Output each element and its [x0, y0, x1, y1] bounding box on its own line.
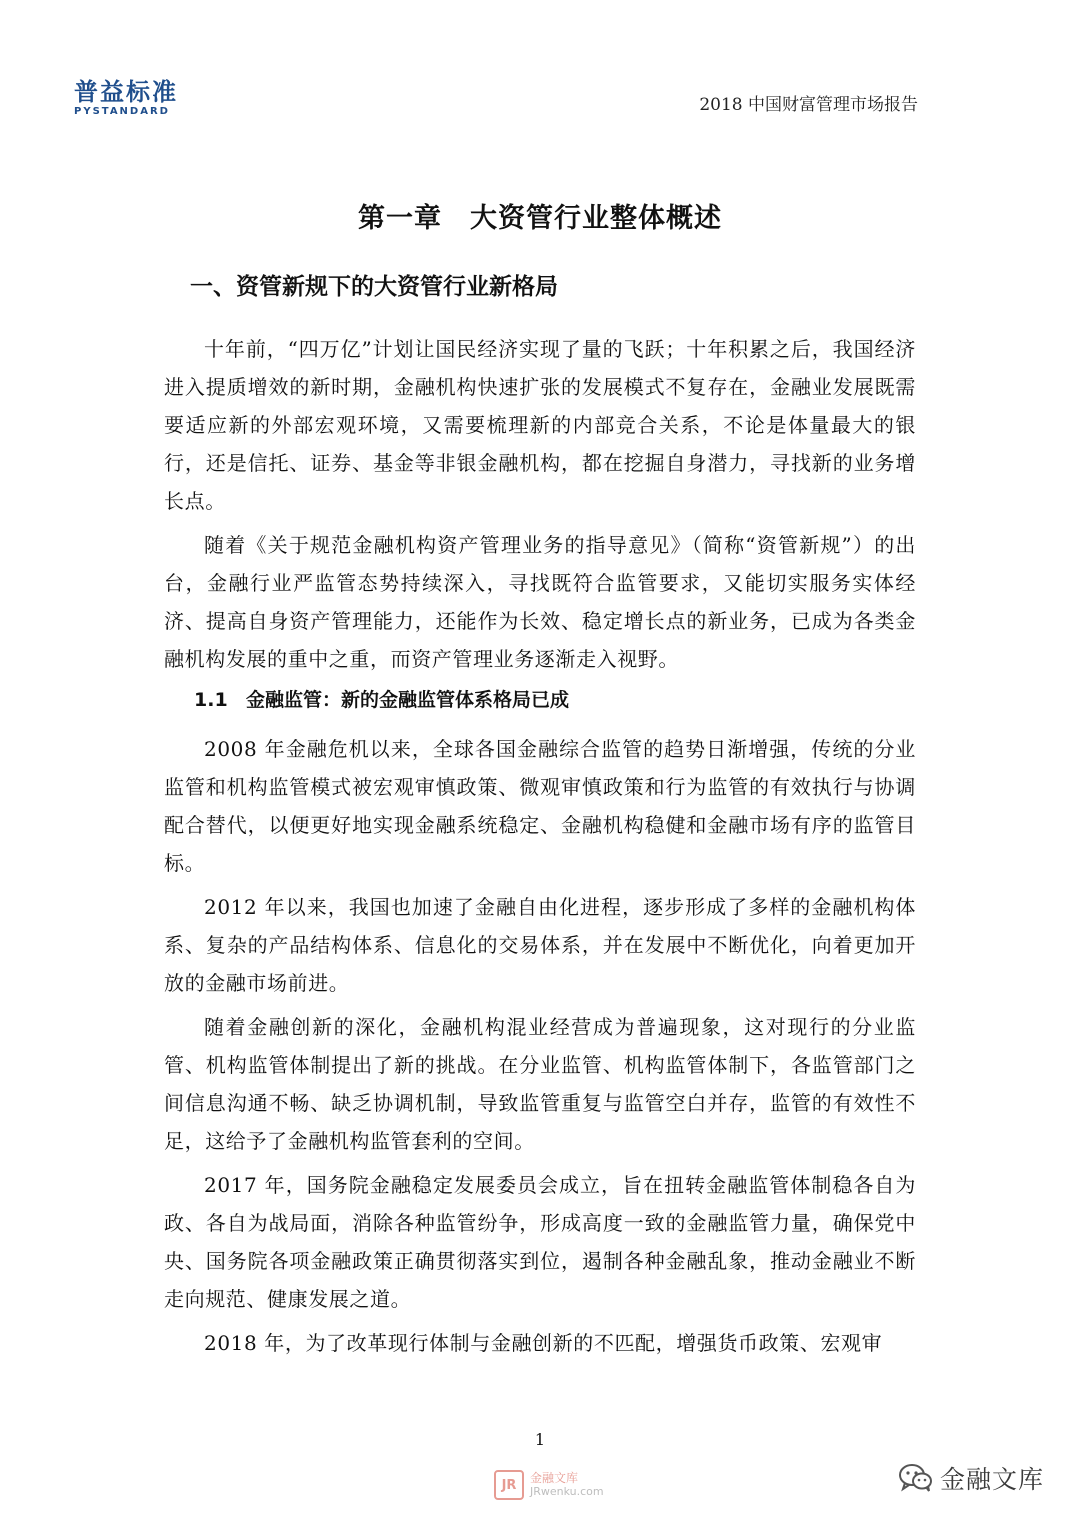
jr-name: 金融文库: [530, 1471, 579, 1485]
paragraph: 2012 年以来，我国也加速了金融自由化进程，逐步形成了多样的金融机构体系、复杂的产品结构体系、信息化的交易体系，并在发展中不断优化，向着更加开放的金融市场前进。: [164, 895, 916, 995]
logo-chinese-text: 普益标准: [74, 78, 178, 106]
logo: [74, 80, 194, 117]
subsection-number: 1.1: [194, 689, 228, 711]
jr-badge-icon: JR: [494, 1470, 524, 1500]
chapter-title: 第一章 大资管行业整体概述: [358, 203, 722, 234]
report-title: 2018 中国财富管理市场报告: [699, 95, 918, 115]
subsection-heading: [194, 685, 569, 712]
paragraph: 2008 年金融危机以来，全球各国金融综合监管的趋势日渐增强，传统的分业监管和机构监管模式被宏观审慎政策、微观审慎政策和行为监管的有效执行与协调配合替代，以便更好地实现金融系统稳定、金融机构稳健和金融市场有序的监管目标。: [164, 737, 916, 875]
paragraph: 2017 年，国务院金融稳定发展委员会成立，旨在扭转金融监管体制稳各自为政、各自为战局面，消除各种监管纷争，形成高度一致的金融监管力量，确保党中央、国务院各项金融政策正确贯彻落实到位，遏制各种金融乱象，推动金融业不断走向规范、健康发展之道。: [164, 1173, 916, 1311]
jr-url: JRwenku.com: [530, 1485, 604, 1498]
paragraph: 十年前，“四万亿”计划让国民经济实现了量的飞跃；十年积累之后，我国经济进入提质增效的新时期，金融机构快速扩张的发展模式不复存在，金融业发展既需要适应新的外部宏观环境，又需要梳理新的内部竞合关系，不论是体量最大的银行，还是信托、证券、基金等非银金融机构，都在挖掘自身潜力，寻找新的业务增长点。: [164, 337, 916, 513]
jrwenku-watermark: [494, 1470, 604, 1500]
page-number: 1: [534, 1430, 546, 1449]
wechat-icon: [898, 1463, 934, 1493]
wechat-account-name: 金融文库: [940, 1465, 1045, 1494]
paragraph: 随着《关于规范金融机构资产管理业务的指导意见》（简称“资管新规”）的出台，金融行业严监管态势持续深入，寻找既符合监管要求，又能切实服务实体经济、提高自身资产管理能力，还能作为长效、稳定增长点的新业务，已成为各类金融机构发展的重中之重，而资产管理业务逐渐走入视野。: [164, 533, 916, 671]
logo-english-text: PYSTANDARD: [74, 106, 170, 117]
subsection-title: 金融监管：新的金融监管体系格局已成: [246, 689, 570, 711]
paragraph: 随着金融创新的深化，金融机构混业经营成为普遍现象，这对现行的分业监管、机构监管体制提出了新的挑战。在分业监管、机构监管体制下，各监管部门之间信息沟通不畅、缺乏协调机制，导致监管重复与监管空白并存，监管的有效性不足，这给予了金融机构监管套利的空间。: [164, 1015, 916, 1153]
paragraph: 2018 年，为了改革现行体制与金融创新的不匹配，增强货币政策、宏观审: [204, 1331, 883, 1355]
section-title: 一、资管新规下的大资管行业新格局: [190, 274, 558, 300]
wechat-watermark: [898, 1460, 1044, 1496]
